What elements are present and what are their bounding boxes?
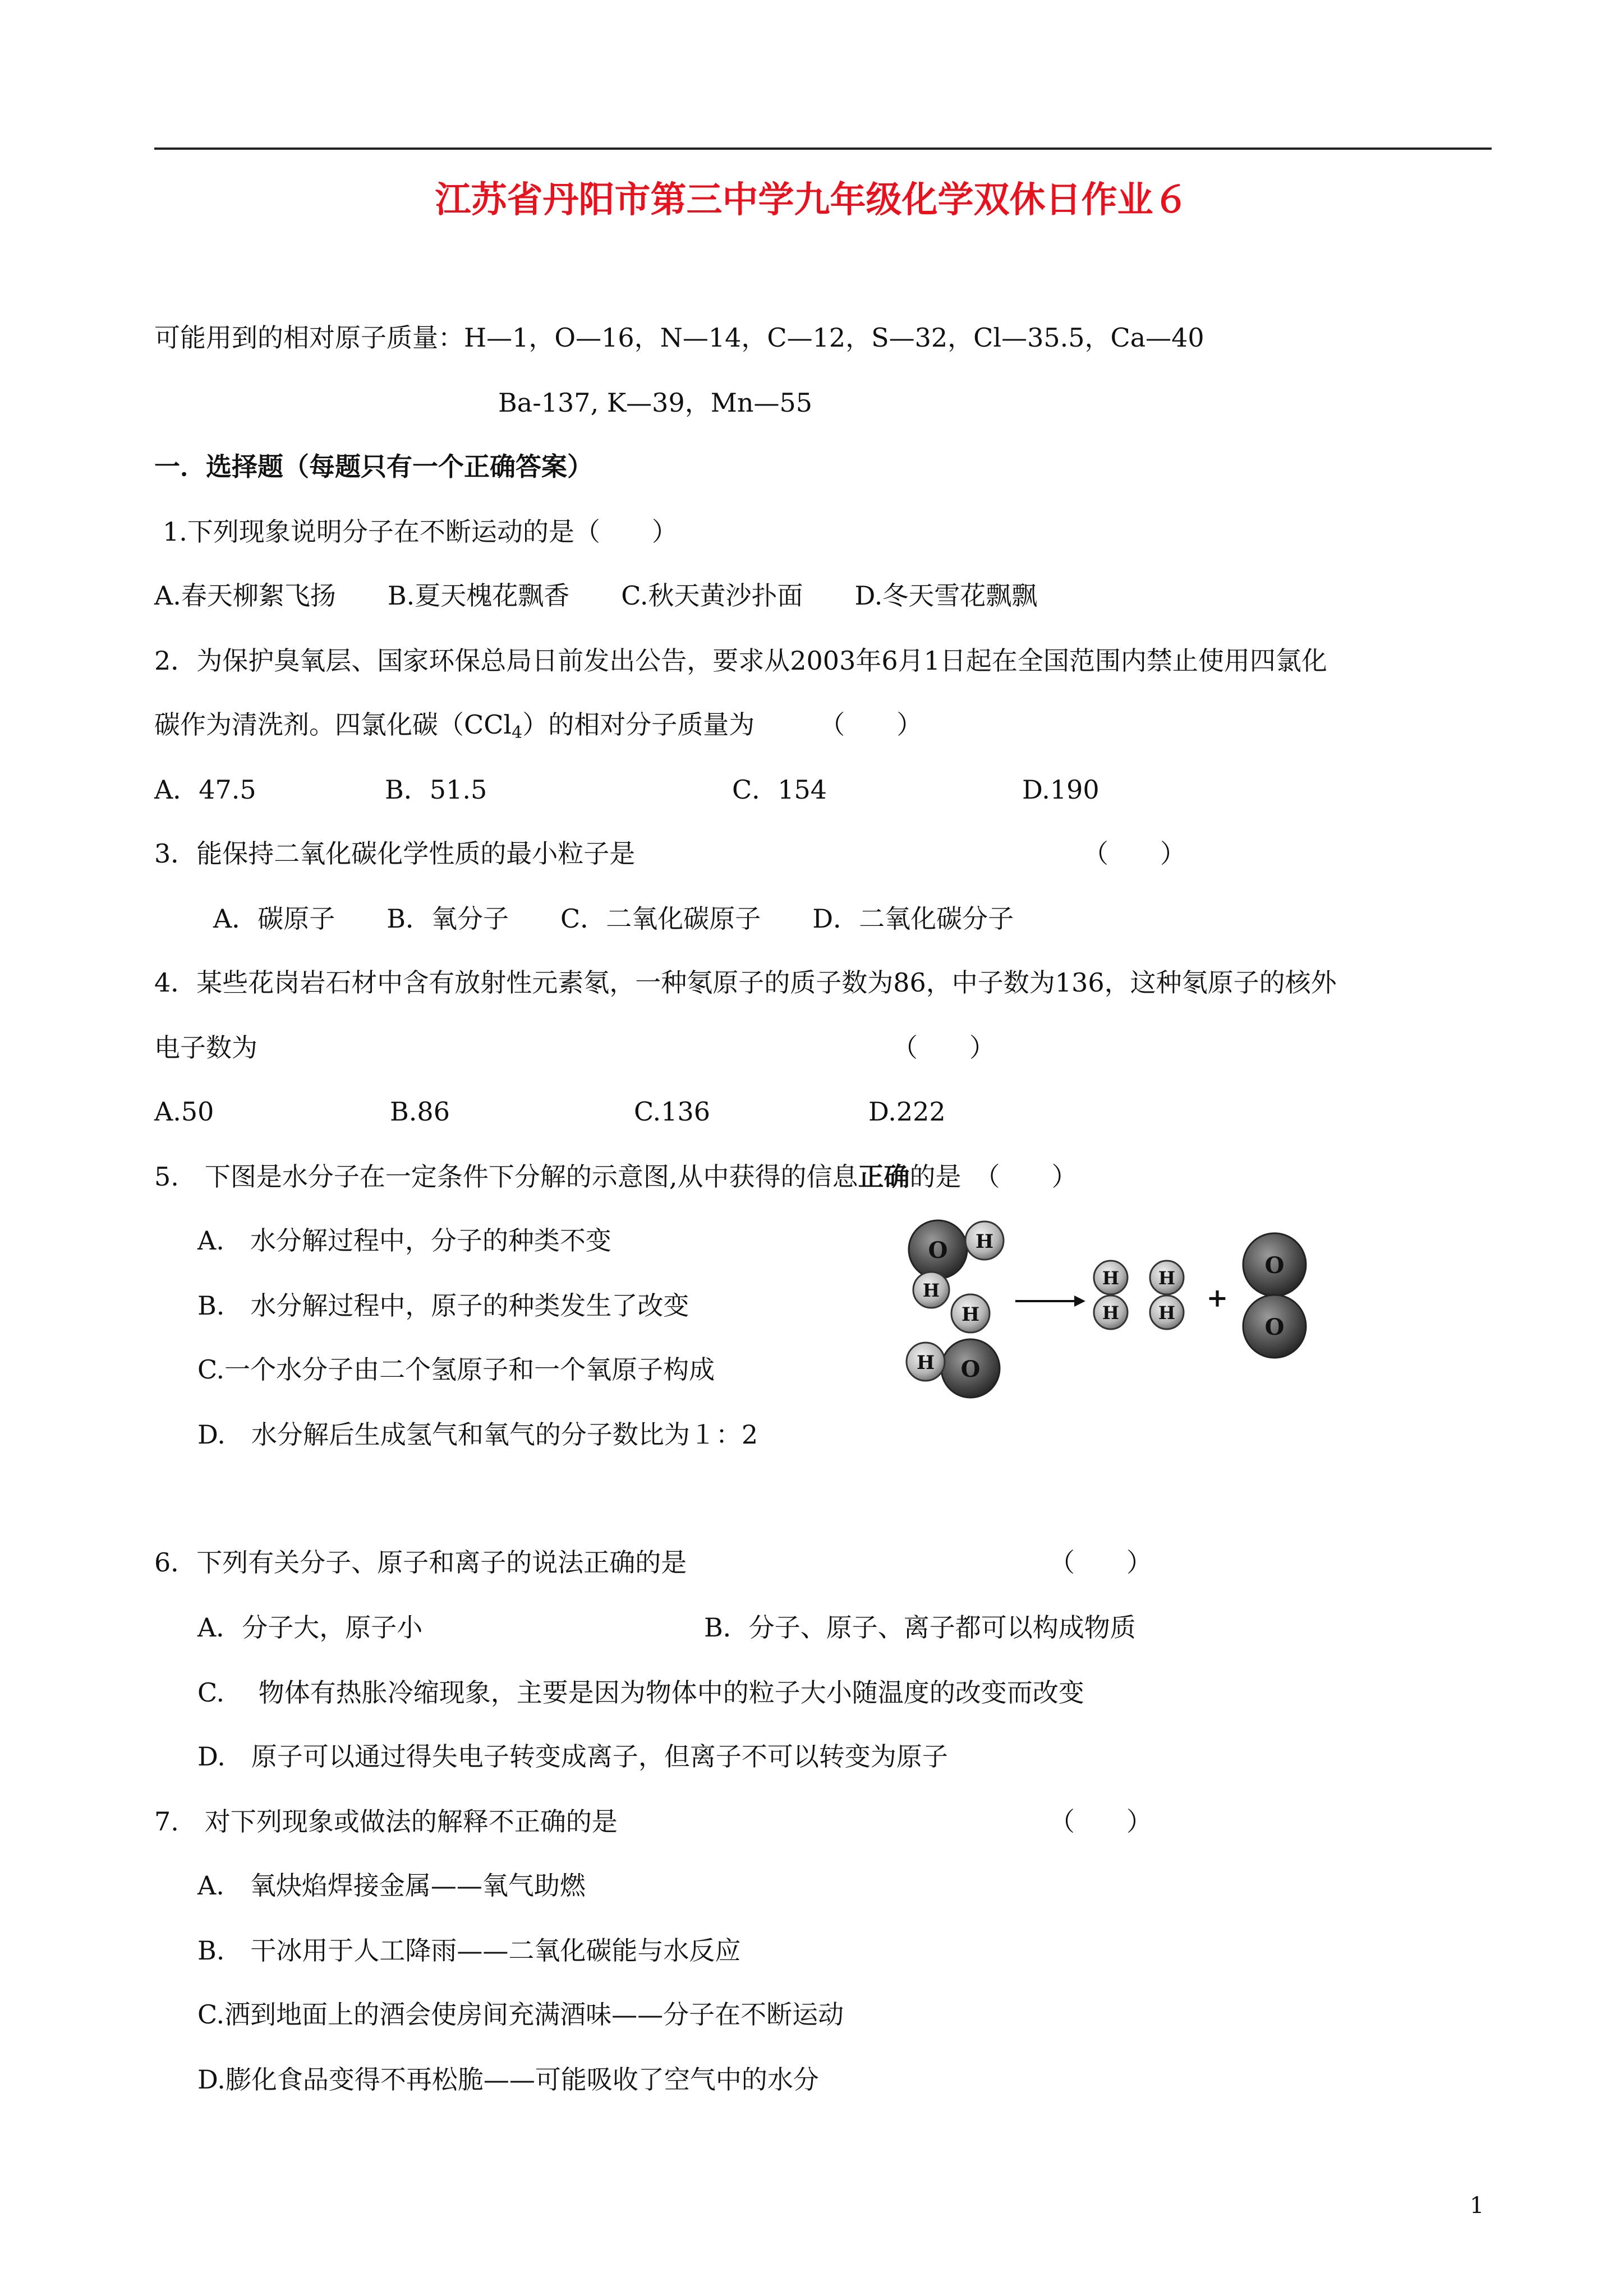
plus-sign: + [1206,1283,1229,1313]
svg-text:H: H [1158,1302,1176,1324]
header-rule [154,147,1492,150]
question-3-stem: 3．能保持二氧化碳化学性质的最小粒子是 [154,838,636,869]
svg-text:H: H [975,1230,994,1253]
question-7-answer-paren: （ ） [1049,1806,1152,1837]
svg-text:O: O [1264,1314,1285,1340]
question-6-answer-paren: （ ） [1049,1547,1152,1578]
question-5-option-d: D. 水分解后生成氢气和氧气的分子数比为１：2 [197,1419,758,1450]
svg-text:H: H [916,1352,935,1374]
question-7-option-c: C.洒到地面上的酒会使房间充满酒味——分子在不断运动 [197,1999,844,2030]
question-2-option-a: A．47.5 [154,774,256,805]
question-2-option-b: B．51.5 [385,774,487,805]
section-heading: 一．选择题（每题只有一个正确答案） [154,451,593,482]
reaction-arrow [1015,1295,1085,1307]
question-5-option-b: B. 水分解过程中，原子的种类发生了改变 [197,1290,689,1321]
oxygen-atom-right-2 [1243,1295,1306,1358]
svg-text:H: H [1158,1267,1176,1289]
question-2-stem-line-1: 2．为保护臭氧层、国家环保总局日前发出公告，要求从2003年6月1日起在全国范围内禁止使用四氯化 [154,646,1327,676]
question-7-option-b: B. 干冰用于人工降雨——二氧化碳能与水反应 [197,1935,741,1966]
question-4-option-b: B.86 [390,1096,450,1127]
oxygen-atom-left-2 [941,1339,1000,1398]
hydrogen-atom-left-3 [951,1294,990,1333]
hydrogen-atom-right-2 [1094,1295,1128,1329]
question-4-option-d: D.222 [868,1096,946,1127]
question-6-stem: 6．下列有关分子、原子和离子的说法正确的是 [154,1547,687,1578]
svg-text:H: H [1102,1302,1120,1324]
question-4-answer-paren: （ ） [892,1032,995,1063]
atomic-masses-line-2: Ba-137, K—39，Mn—55 [498,388,812,418]
question-7-stem: 7. 对下列现象或做法的解释不正确的是 [154,1806,618,1837]
oxygen-atom-left-1 [909,1220,967,1279]
svg-text:O: O [960,1356,981,1382]
hydrogen-atom-right-1 [1094,1261,1128,1294]
question-1-options: A.春天柳絮飞扬 B.夏天槐花飘香 C.秋天黄沙扑面 D.冬天雪花飘飘 [154,580,1038,611]
svg-text:H: H [1102,1267,1120,1289]
question-6-option-d: D. 原子可以通过得失电子转变成离子，但离子不可以转变为原子 [197,1741,948,1772]
hydrogen-atom-right-3 [1150,1261,1184,1294]
question-6-option-b: B．分子、原子、离子都可以构成物质 [704,1612,1136,1643]
svg-text:H: H [961,1303,980,1326]
question-2-stem-line-2: 碳作为清洗剂。四氯化碳（CCl$_4$）的相对分子质量为 （ ） [154,709,923,743]
question-6-option-a: A．分子大，原子小 [197,1612,423,1643]
hydrogen-atom-right-4 [1150,1295,1184,1329]
atomic-masses-line-1: 可能用到的相对原子质量：H—1，O—16，N—14，C—12，S—32，Cl—35.5，Ca—40 [154,322,1204,353]
question-4-stem-line-1: 4．某些花岗岩石材中含有放射性元素氡，一种氡原子的质子数为86，中子数为136，这种氡原子的核外 [154,967,1337,998]
hydrogen-atom-left-1 [965,1221,1004,1260]
question-7-option-d: D.膨化食品变得不再松脆——可能吸收了空气中的水分 [197,2064,819,2095]
question-4-stem-line-2: 电子数为 [154,1032,257,1063]
question-7-option-a: A. 氧炔焰焊接金属——氧气助燃 [197,1870,586,1901]
svg-text:O: O [928,1237,948,1264]
question-1-stem: 1.下列现象说明分子在不断运动的是（ ） [163,517,678,547]
svg-text:O: O [1264,1252,1285,1279]
hydrogen-atom-left-2 [913,1272,949,1308]
question-2-option-d: D.190 [1022,774,1099,805]
question-6-option-c: C. 物体有热胀冷缩现象，主要是因为物体中的粒子大小随温度的改变而改变 [197,1677,1084,1708]
question-3-answer-paren: （ ） [1083,838,1186,869]
page-number: 1 [1470,2193,1484,2219]
question-5-option-a: A. 水分解过程中，分子的种类不变 [197,1225,611,1256]
oxygen-atom-right-1 [1243,1233,1306,1296]
question-5-option-c: C.一个水分子由二个氢原子和一个氧原子构成 [197,1354,715,1385]
question-4-option-a: A.50 [154,1096,214,1127]
document-title: 江苏省丹阳市第三中学九年级化学双休日作业６ [435,179,1189,221]
water-decomposition-diagram [898,1211,1324,1424]
question-5-stem: 5. 下图是水分子在一定条件下分解的示意图,从中获得的信息正确的是 （ ） [154,1161,1078,1192]
question-3-options: A．碳原子 B．氧分子 C．二氧化碳原子 D．二氧化碳分子 [213,903,1014,934]
question-4-option-c: C.136 [634,1096,710,1127]
question-2-option-c: C．154 [732,774,827,805]
svg-text:H: H [922,1280,940,1301]
hydrogen-atom-left-4 [907,1343,945,1381]
